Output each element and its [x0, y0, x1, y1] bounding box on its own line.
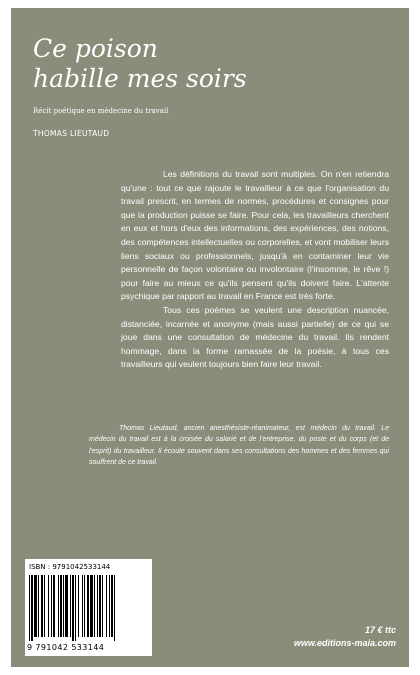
barcode-image	[29, 575, 148, 641]
blurb	[121, 168, 389, 372]
book-subtitle: Récit poétique en médecine du travail	[33, 107, 169, 115]
isbn-label: ISBN : 9791042533144	[29, 563, 111, 571]
price: 17 € ttc	[364, 625, 396, 635]
publisher-website: www.editions-maia.com	[293, 638, 396, 648]
title-line-2: habille mes soirs	[33, 64, 247, 93]
back-cover	[11, 8, 409, 667]
barcode-digits: 9 791042 533144	[27, 643, 105, 652]
author-name: THOMAS LIEUTAUD	[33, 129, 110, 138]
author-bio: Thomas Lieutaud, ancien anesthésiste-réanimateur, est médecin du travail. Le médecin du travail est à la croisée du salarié et de l'entreprise, du poste et du corps (et de l'esprit) du travailleur. Il écoute souvent dans ses consultations des hommes et des femmes qui souffrent de ce travail.	[89, 425, 389, 466]
barcode-panel	[25, 559, 152, 656]
blurb-paragraph-1: Les définitions du travail sont multiples. On n'en retiendra qu'une : tout ce que rajoute le travailleur à ce que l'organisation du travail prescrit, en termes de normes, procédures et consignes pour que la production puisse se faire. Pour cela, les travailleurs cherchent en eux et hors d'eux des informations, des expériences, des notions, des compétences intellectuelles ou corporelles, et vont mobiliser leurs liens sociaux ou professionnels, jusqu'à en contaminer leur vie personnelle de façon volontaire ou involontaire (l'insomnie, le rêve !) pour faire au mieux ce qu'ils pensent qu'ils doivent faire. L'attente psychique par rapport au travail en France est très forte.	[121, 169, 389, 302]
title-line-1: Ce poison	[33, 34, 158, 63]
book-title	[33, 34, 247, 94]
blurb-paragraph-2: Tous ces poèmes se veulent une description nuancée, distanciée, incarnée et anonyme (mais aussi partielle) de ce qui se joue dans une consultation de médecine du travail. Ils rendent hommage, dans la forme ramassée de la poésie, à tous ces travailleurs qui veulent toujours bien faire leur travail.	[121, 304, 389, 370]
